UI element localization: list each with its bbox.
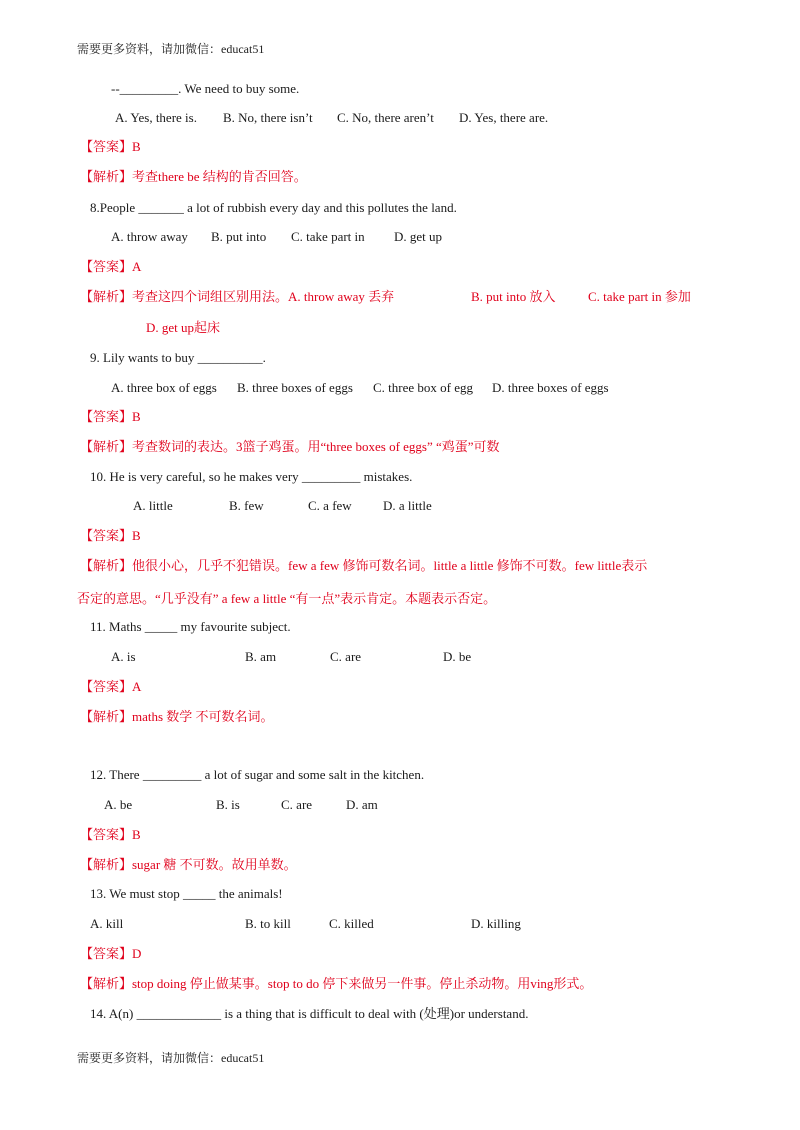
- q7-stem: --_________. We need to buy some.: [111, 81, 300, 96]
- q10-answer: 【答案】B: [80, 528, 141, 543]
- q10-options: [133, 497, 453, 515]
- q10-option-c: C. a few: [308, 498, 352, 513]
- q8-options: [111, 228, 611, 246]
- q11-analysis: 【解析】maths 数学 不可数名词。: [80, 709, 274, 724]
- q12-answer: 【答案】B: [80, 827, 141, 842]
- q9-option-d: D. three boxes of eggs: [492, 380, 609, 395]
- q9-option-c: C. three box of egg: [373, 380, 474, 395]
- q7-option-a: A. Yes, there is.: [115, 110, 197, 125]
- q12-options: [104, 796, 404, 814]
- q8-option-c: C. take part in: [291, 229, 365, 244]
- q7-option-b: B. No, there isn’t: [223, 110, 313, 125]
- q9-option-a: A. three box of eggs: [111, 380, 217, 395]
- q11-option-d: D. be: [443, 649, 472, 664]
- q12-stem: 12. There _________ a lot of sugar and some salt in the kitchen.: [90, 767, 425, 782]
- q8-analysis-line1: [80, 288, 720, 306]
- q12-option-d: D. am: [346, 797, 378, 812]
- q13-option-d: D. killing: [471, 916, 521, 931]
- q10-analysis-line2: 否定的意思。“几乎没有” a few a little “有一点”表示肯定。本题表示否定。: [77, 591, 497, 606]
- page-footer: 需要更多资料，请加微信：educat51: [77, 1051, 265, 1065]
- q11-answer: 【答案】A: [80, 679, 142, 694]
- q8-analysis-b: B. put into 放入: [471, 289, 556, 304]
- q8-answer: 【答案】A: [80, 259, 142, 274]
- q11-option-b: B. am: [245, 649, 277, 664]
- q9-options: [111, 379, 631, 397]
- q9-stem: 9. Lily wants to buy __________.: [90, 350, 266, 365]
- q9-answer: 【答案】B: [80, 409, 141, 424]
- q12-option-a: A. be: [104, 797, 133, 812]
- q9-option-b: B. three boxes of eggs: [237, 380, 353, 395]
- q7-option-c: C. No, there aren’t: [337, 110, 434, 125]
- q8-analysis-a: 【解析】考查这四个词组区别用法。A. throw away 丢弃: [80, 289, 395, 304]
- q13-option-b: B. to kill: [245, 916, 291, 931]
- q7-option-d: D. Yes, there are.: [459, 110, 549, 125]
- q13-answer: 【答案】D: [80, 946, 142, 961]
- q8-option-a: A. throw away: [111, 229, 188, 244]
- q13-option-c: C. killed: [329, 916, 374, 931]
- q10-analysis-line1: 【解析】他很小心，几乎不犯错误。few a few 修饰可数名词。little a little 修饰不可数。few little表示: [80, 558, 648, 573]
- q11-options: [111, 648, 491, 666]
- q10-option-b: B. few: [229, 498, 264, 513]
- q10-option-d: D. a little: [383, 498, 432, 513]
- q7-analysis: 【解析】考查there be 结构的肯否回答。: [80, 169, 307, 184]
- q13-options: [90, 915, 540, 933]
- q13-stem: 13. We must stop _____ the animals!: [90, 886, 283, 901]
- page-header: 需要更多资料，请加微信：educat51: [77, 42, 265, 56]
- q12-option-c: C. are: [281, 797, 313, 812]
- q10-stem: 10. He is very careful, so he makes very _________ mistakes.: [90, 469, 413, 484]
- q10-option-a: A. little: [133, 498, 173, 513]
- q11-option-a: A. is: [111, 649, 136, 664]
- q13-option-a: A. kill: [90, 916, 124, 931]
- q8-analysis-c: C. take part in 参加: [588, 289, 691, 304]
- q13-analysis: 【解析】stop doing 停止做某事。stop to do 停下来做另一件事。停止杀动物。用ving形式。: [80, 976, 593, 991]
- q9-analysis: 【解析】考查数词的表达。3篮子鸡蛋。用“three boxes of eggs” “鸡蛋”可数: [80, 439, 500, 454]
- q8-option-b: B. put into: [211, 229, 267, 244]
- q11-option-c: C. are: [330, 649, 362, 664]
- q12-option-b: B. is: [216, 797, 240, 812]
- q7-answer: 【答案】B: [80, 139, 141, 154]
- q8-analysis-line2: D. get up起床: [146, 320, 221, 335]
- q12-analysis: 【解析】sugar 糖 不可数。故用单数。: [80, 857, 297, 872]
- q11-stem: 11. Maths _____ my favourite subject.: [90, 619, 291, 634]
- q14-stem: 14. A(n) _____________ is a thing that is difficult to deal with (处理)or understand.: [90, 1006, 529, 1021]
- q8-stem: 8.People _______ a lot of rubbish every day and this pollutes the land.: [90, 200, 457, 215]
- q7-options: [115, 109, 615, 127]
- q8-option-d: D. get up: [394, 229, 443, 244]
